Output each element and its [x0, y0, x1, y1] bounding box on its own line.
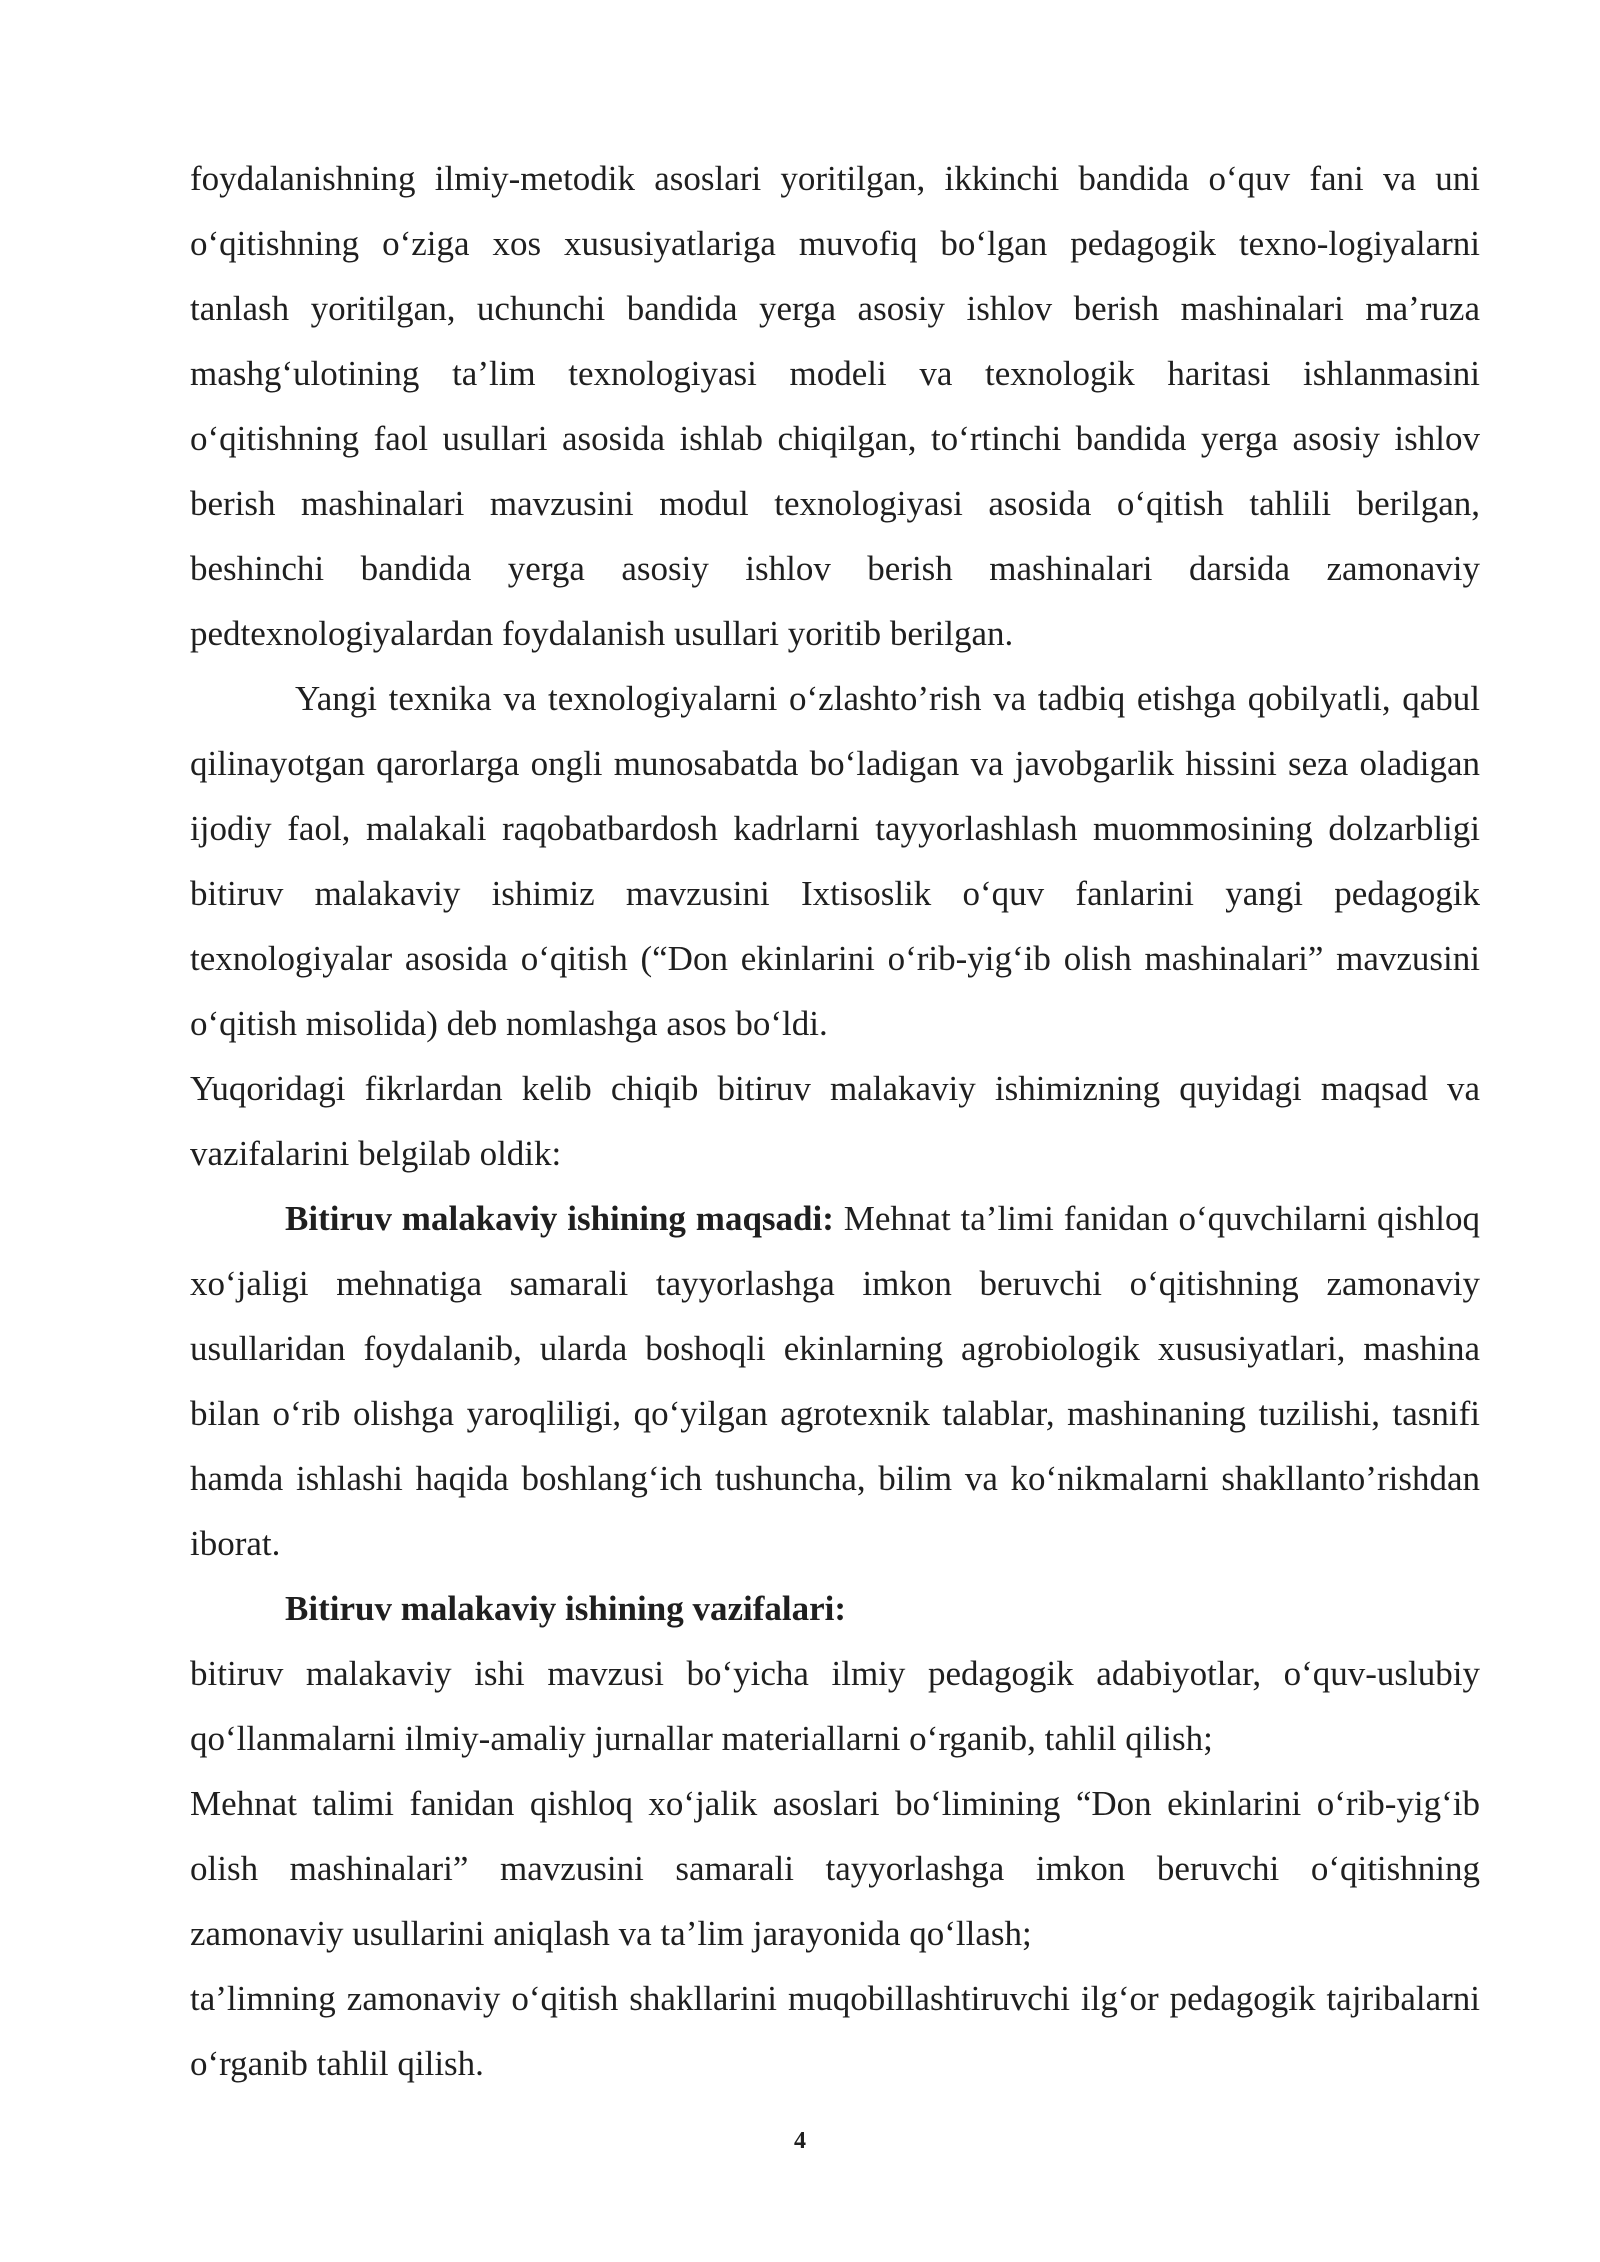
paragraph-relevance: Yangi texnika va texnologiyalarni o‘zlashto’rish va tadbiq etishga qobilyatli, qabul qilinayotgan qarorlarga ongli munosabatda bo‘ladigan va javobgarlik hissini seza oladigan ijodiy faol, malakali raqobatbardosh kadrlarni tayyorlashlash muommosining dolzarbligi bitiruv malakaviy ishimiz mavzusini Ixtisoslik o‘quv fanlarini yangi pedagogik texnologiyalar asosida o‘qitish (“Don ekinlarini o‘rib-yig‘ib olish mashinalari” mavzusini o‘qitish misolida) deb nomlashga asos bo‘ldi.: [190, 679, 1480, 1043]
task-item-2: Mehnat talimi fanidan qishloq xo‘jalik asoslari bo‘limining “Don ekinlarini o‘rib-yig‘ib olish mashinalari” mavzusini samarali tayyorlashga imkon beruvchi o‘qitishning zamonaviy usullarini aniqlash va ta’lim jarayonida qo‘llash;: [190, 1784, 1480, 1953]
page-number: 4: [794, 2128, 806, 2154]
heading-goal: Bitiruv malakaviy ishining maqsadi:: [285, 1199, 834, 1238]
paragraph-intro-continuation: foydalanishning ilmiy-metodik asoslari yoritilgan, ikkinchi bandida o‘quv fani va uni o‘qitishning o‘ziga xos xususiyatlariga muvofiq bo‘lgan pedagogik texno-logiyalarni tanlash yoritilgan, uchunchi bandida yerga asosiy ishlov berish mashinalari ma’ruza mashg‘ulotining ta’lim texnologiyasi modeli va texnologik haritasi ishlanmasini o‘qitishning faol usullari asosida ishlab chiqilgan, to‘rtinchi bandida yerga asosiy ishlov berish mashinalari mavzusini modul texnologiyasi asosida o‘qitish tahlili berilgan, beshinchi bandida yerga asosiy ishlov berish mashinalari darsida zamonaviy pedtexnologiyalardan foydalanish usullari yoritib berilgan.: [190, 159, 1480, 653]
paragraph-goal: [190, 1186, 1480, 1576]
task-item-1: bitiruv malakaviy ishi mavzusi bo‘yicha ilmiy pedagogik adabiyotlar, o‘quv-uslubiy qo‘llanmalarni ilmiy-amaliy jurnallar materiallarni o‘rganib, tahlil qilish;: [190, 1654, 1480, 1758]
goal-text: Mehnat ta’limi fanidan o‘quvchilarni qishloq xo‘jaligi mehnatiga samarali tayyorlashga imkon beruvchi o‘qitishning zamonaviy usullaridan foydalanib, ularda boshoqli ekinlarning agrobiologik xususiyatlari, mashina bilan o‘rib olishga yaroqliligi, qo‘yilgan agrotexnik talablar, mashinaning tuzilishi, tasnifi hamda ishlashi haqida boshlang‘ich tushuncha, bilim va ko‘nikmalarni shakllanto’rishdan iborat.: [190, 1199, 1481, 1563]
paragraph-transition: Yuqoridagi fikrlardan kelib chiqib bitiruv malakaviy ishimizning quyidagi maqsad va vazifalarini belgilab oldik:: [190, 1069, 1480, 1173]
body-text: [190, 146, 1480, 2096]
task-item-3: ta’limning zamonaviy o‘qitish shakllarini muqobillashtiruvchi ilg‘or pedagogik tajribalarni o‘rganib tahlil qilish.: [190, 1979, 1480, 2083]
heading-tasks: Bitiruv malakaviy ishining vazifalari:: [285, 1589, 847, 1628]
